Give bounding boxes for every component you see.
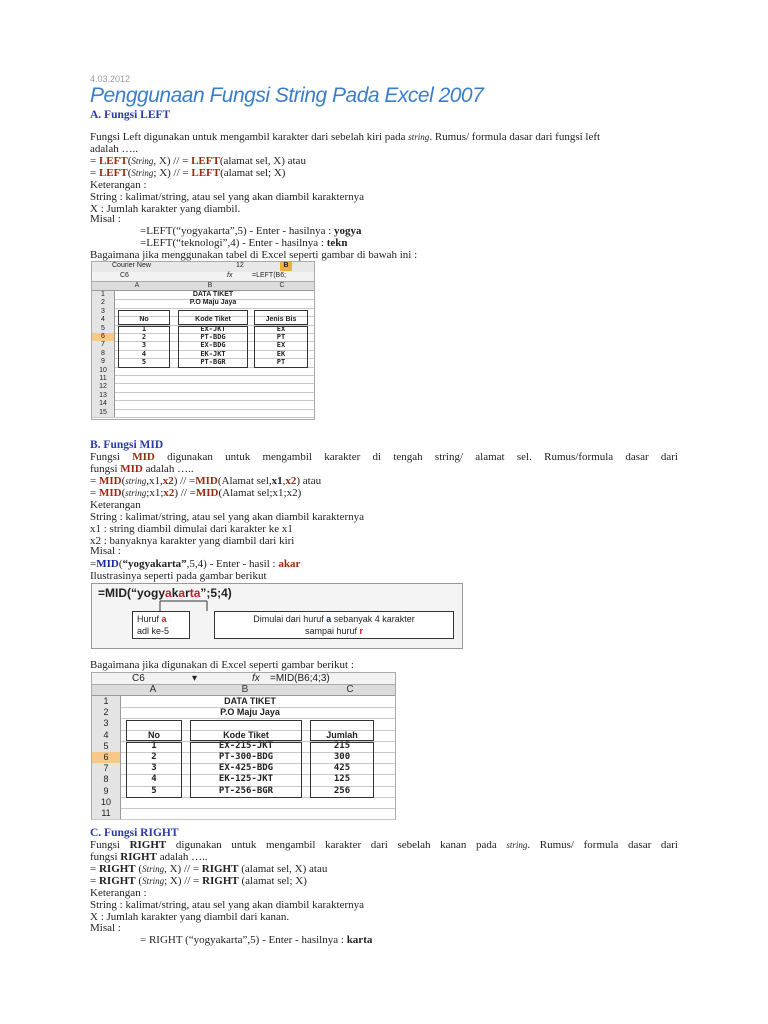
row-number[interactable]: 4 — [92, 730, 121, 741]
row-number[interactable]: 11 — [92, 375, 115, 383]
row-number[interactable]: 7 — [92, 763, 121, 774]
column-header: No — [148, 729, 160, 740]
row-number[interactable]: 6 — [92, 333, 115, 341]
table-cell: 256 — [333, 785, 351, 796]
fx-icon-2: fx — [252, 673, 260, 684]
row-number[interactable]: 3 — [92, 308, 115, 316]
mid-ket: Keterangan — [90, 499, 141, 511]
table-cell: 5 — [141, 358, 147, 367]
name-box-2[interactable]: C6 — [132, 673, 145, 684]
section-heading-mid: B. Fungsi MID — [90, 439, 164, 451]
left-intro: Fungsi Left digunakan untuk mengambil karakter dari sebelah kiri pada string. Rumus/ formula dasar dari fungsi left — [90, 131, 601, 143]
row-number[interactable]: 1 — [92, 291, 115, 299]
header-box — [190, 720, 302, 740]
mid-misal: Misal : — [90, 545, 121, 557]
table-cell: 125 — [333, 774, 351, 785]
row-number[interactable]: 15 — [92, 409, 115, 417]
right-ket-2: X : Jumlah karakter yang diambil dari kanan. — [90, 911, 290, 923]
fx-icon: fx — [227, 272, 233, 279]
left-formula-1: = LEFT(String, X) // = LEFT(alamat sel, X) atau — [90, 155, 306, 167]
row-number[interactable]: 13 — [92, 392, 115, 400]
left-table-intro: Bagaimana jika menggunakan tabel di Excel seperti gambar di bawah ini : — [90, 249, 418, 261]
row-number[interactable]: 8 — [92, 350, 115, 358]
mid-table-intro: Bagaimana jika digunakan di Excel seperti gambar berikut : — [90, 659, 354, 671]
table-cell: EK — [276, 349, 286, 358]
formula-input[interactable]: =LEFT(B6; — [252, 272, 287, 279]
row-number[interactable]: 8 — [92, 774, 121, 785]
formula-bar — [92, 272, 314, 282]
table-cell: EX-215-JKT — [218, 740, 274, 751]
section-heading-right: C. Fungsi RIGHT — [90, 827, 179, 839]
table-cell: EX — [276, 341, 286, 350]
table-cell: 300 — [333, 752, 351, 762]
mid-formula-2: = MID(string;x1;x2) // =MID(Alamat sel;x1;x2) — [90, 487, 302, 499]
header-box — [254, 310, 308, 325]
column-header: Jumlah — [326, 729, 358, 740]
table-cell: 5 — [151, 785, 157, 796]
table-cell: 3 — [141, 341, 147, 350]
data-box — [190, 742, 302, 798]
table-cell: 1 — [151, 740, 157, 751]
table-cell: EX — [276, 324, 286, 333]
column-headers-2: A B C — [92, 685, 395, 696]
mid-intro: Fungsi MID digunakan untuk mengambil karakter di tengah string/ alamat sel. Rumus/formula dasar dari — [90, 451, 678, 463]
right-ket: Keterangan : — [90, 887, 147, 899]
left-table-title: DATA TIKET — [192, 291, 234, 298]
mid-illustration — [91, 583, 463, 649]
column-header: Kode Tiket — [223, 729, 269, 740]
right-ket-1: String : kalimat/string, atau sel yang akan diambil karakternya — [90, 899, 365, 911]
bold-button[interactable]: B — [280, 262, 292, 271]
row-number[interactable]: 10 — [92, 797, 121, 808]
left-intro-2: adalah ….. — [90, 143, 138, 155]
table-cell: EX-BDG — [200, 341, 226, 350]
font-size-select[interactable]: 12 — [236, 262, 244, 269]
row-number[interactable]: 12 — [92, 383, 115, 391]
column-header: Kode Tiket — [195, 316, 231, 324]
table-cell: PT-256-BGR — [218, 785, 274, 796]
left-misal: Misal : — [90, 213, 121, 225]
ill-box-range: Dimulai dari huruf a sebanyak 4 karakter sampai huruf r — [214, 611, 454, 639]
data-box — [310, 742, 374, 798]
table-cell: 4 — [141, 349, 147, 358]
table-cell: PT-BGR — [200, 358, 226, 367]
header-box — [126, 720, 182, 740]
data-box — [178, 326, 248, 368]
table-cell: 4 — [151, 774, 157, 785]
table-cell: PT-BDG — [200, 333, 226, 341]
mid-intro-2: fungsi MID adalah ….. — [90, 463, 194, 475]
row-number[interactable]: 7 — [92, 341, 115, 349]
mid-ket-3: x2 : banyaknya karakter yang diambil dari kiri — [90, 535, 295, 547]
post-date: 4.03.2012 — [90, 74, 131, 84]
right-intro: Fungsi RIGHT digunakan untuk mengambil karakter dari sebelah kanan pada string. Rumus/ formula dasar dari — [90, 839, 678, 851]
mid-table-title: DATA TIKET — [224, 696, 276, 706]
row-number[interactable]: 9 — [92, 358, 115, 366]
mid-example: =MID(“yogyakarta”,5,4) - Enter - hasil : akar — [90, 558, 301, 570]
table-cell: 3 — [151, 763, 157, 774]
table-cell: 1 — [141, 324, 147, 333]
table-cell: EK-125-JKT — [218, 774, 274, 785]
table-cell: PT-300-BDG — [218, 752, 274, 762]
left-ket: Keterangan : — [90, 179, 147, 191]
row-number[interactable]: 2 — [92, 299, 115, 307]
section-heading-left: A. Fungsi LEFT — [90, 109, 171, 121]
row-number[interactable]: 5 — [92, 325, 115, 333]
row-number[interactable]: 6 — [92, 752, 121, 763]
mid-ill-intro: Ilustrasinya seperti pada gambar berikut — [90, 570, 267, 582]
table-cell: PT — [276, 358, 286, 367]
page-title[interactable]: Penggunaan Fungsi String Pada Excel 2007 — [90, 84, 484, 107]
row-number[interactable]: 3 — [92, 718, 121, 729]
row-number[interactable]: 4 — [92, 316, 115, 324]
right-example: = RIGHT (“yogyakarta”,5) - Enter - hasilnya : karta — [140, 934, 373, 946]
right-formula-1: = RIGHT (String, X) // = RIGHT (alamat sel, X) atau — [90, 863, 328, 875]
column-header: No — [139, 316, 149, 324]
right-formula-2: = RIGHT (String; X) // = RIGHT (alamat sel; X) — [90, 875, 307, 887]
left-ket-2: X : Jumlah karakter yang diambil. — [90, 203, 241, 215]
left-ket-1: String : kalimat/string, atau sel yang akan diambil karakternya — [90, 191, 365, 203]
row-number[interactable]: 2 — [92, 707, 121, 718]
table-cell: 2 — [151, 752, 157, 762]
name-box[interactable]: C6 — [120, 272, 129, 279]
ill-box-position: Huruf a adl ke-5 — [132, 611, 190, 639]
table-row — [92, 808, 395, 820]
table-cell: 215 — [333, 740, 351, 751]
excel-table-mid — [91, 672, 396, 820]
row-number[interactable]: 5 — [92, 741, 121, 752]
row-number[interactable]: 1 — [92, 696, 121, 707]
table-cell: EX-JKT — [200, 324, 226, 333]
right-misal: Misal : — [90, 922, 121, 934]
table-cell: 425 — [333, 763, 351, 774]
table-cell: EK-JKT — [200, 349, 226, 358]
row-number[interactable]: 11 — [92, 808, 121, 819]
dropdown-icon[interactable]: ▾ — [192, 673, 198, 684]
table-row — [92, 409, 314, 418]
column-header: Jenis Bis — [265, 316, 297, 324]
data-box — [254, 326, 308, 368]
mid-ket-1: String : kalimat/string, atau sel yang akan diambil karakternya — [90, 511, 365, 523]
header-box — [310, 720, 374, 740]
formula-input-2[interactable]: =MID(B6;4;3) — [270, 673, 330, 684]
mid-table-subtitle: P.O Maju Jaya — [220, 707, 280, 718]
table-cell: 2 — [141, 333, 147, 341]
data-box — [126, 742, 182, 798]
header-box — [178, 310, 248, 325]
table-cell: EX-425-BDG — [218, 763, 274, 774]
ill-formula: =MID(“yogyakarta”;5;4) — [98, 586, 232, 600]
table-cell: PT — [276, 333, 286, 341]
mid-ket-2: x1 : string diambil dimulai dari karakter ke x1 — [90, 523, 293, 535]
column-headers: A B C — [92, 282, 314, 291]
left-example-2: =LEFT(“teknologi”,4) - Enter - hasilnya : tekn — [140, 237, 348, 249]
excel-table-left — [91, 261, 315, 420]
left-table-subtitle: P.O Maju Jaya — [189, 299, 237, 307]
row-number[interactable]: 14 — [92, 400, 115, 408]
left-formula-2: = LEFT(String; X) // = LEFT(alamat sel; X) — [90, 167, 286, 179]
header-box — [118, 310, 170, 325]
left-example-1: =LEFT(“yogyakarta”,5) - Enter - hasilnya : yogya — [140, 225, 362, 237]
right-intro-2: fungsi RIGHT adalah ….. — [90, 851, 208, 863]
row-number[interactable]: 10 — [92, 367, 115, 375]
mid-formula-1: = MID(string,x1,x2) // =MID(Alamat sel,x1,x2) atau — [90, 475, 322, 487]
data-box — [118, 326, 170, 368]
row-number[interactable]: 9 — [92, 786, 121, 797]
font-select[interactable]: Courier New — [112, 262, 151, 269]
